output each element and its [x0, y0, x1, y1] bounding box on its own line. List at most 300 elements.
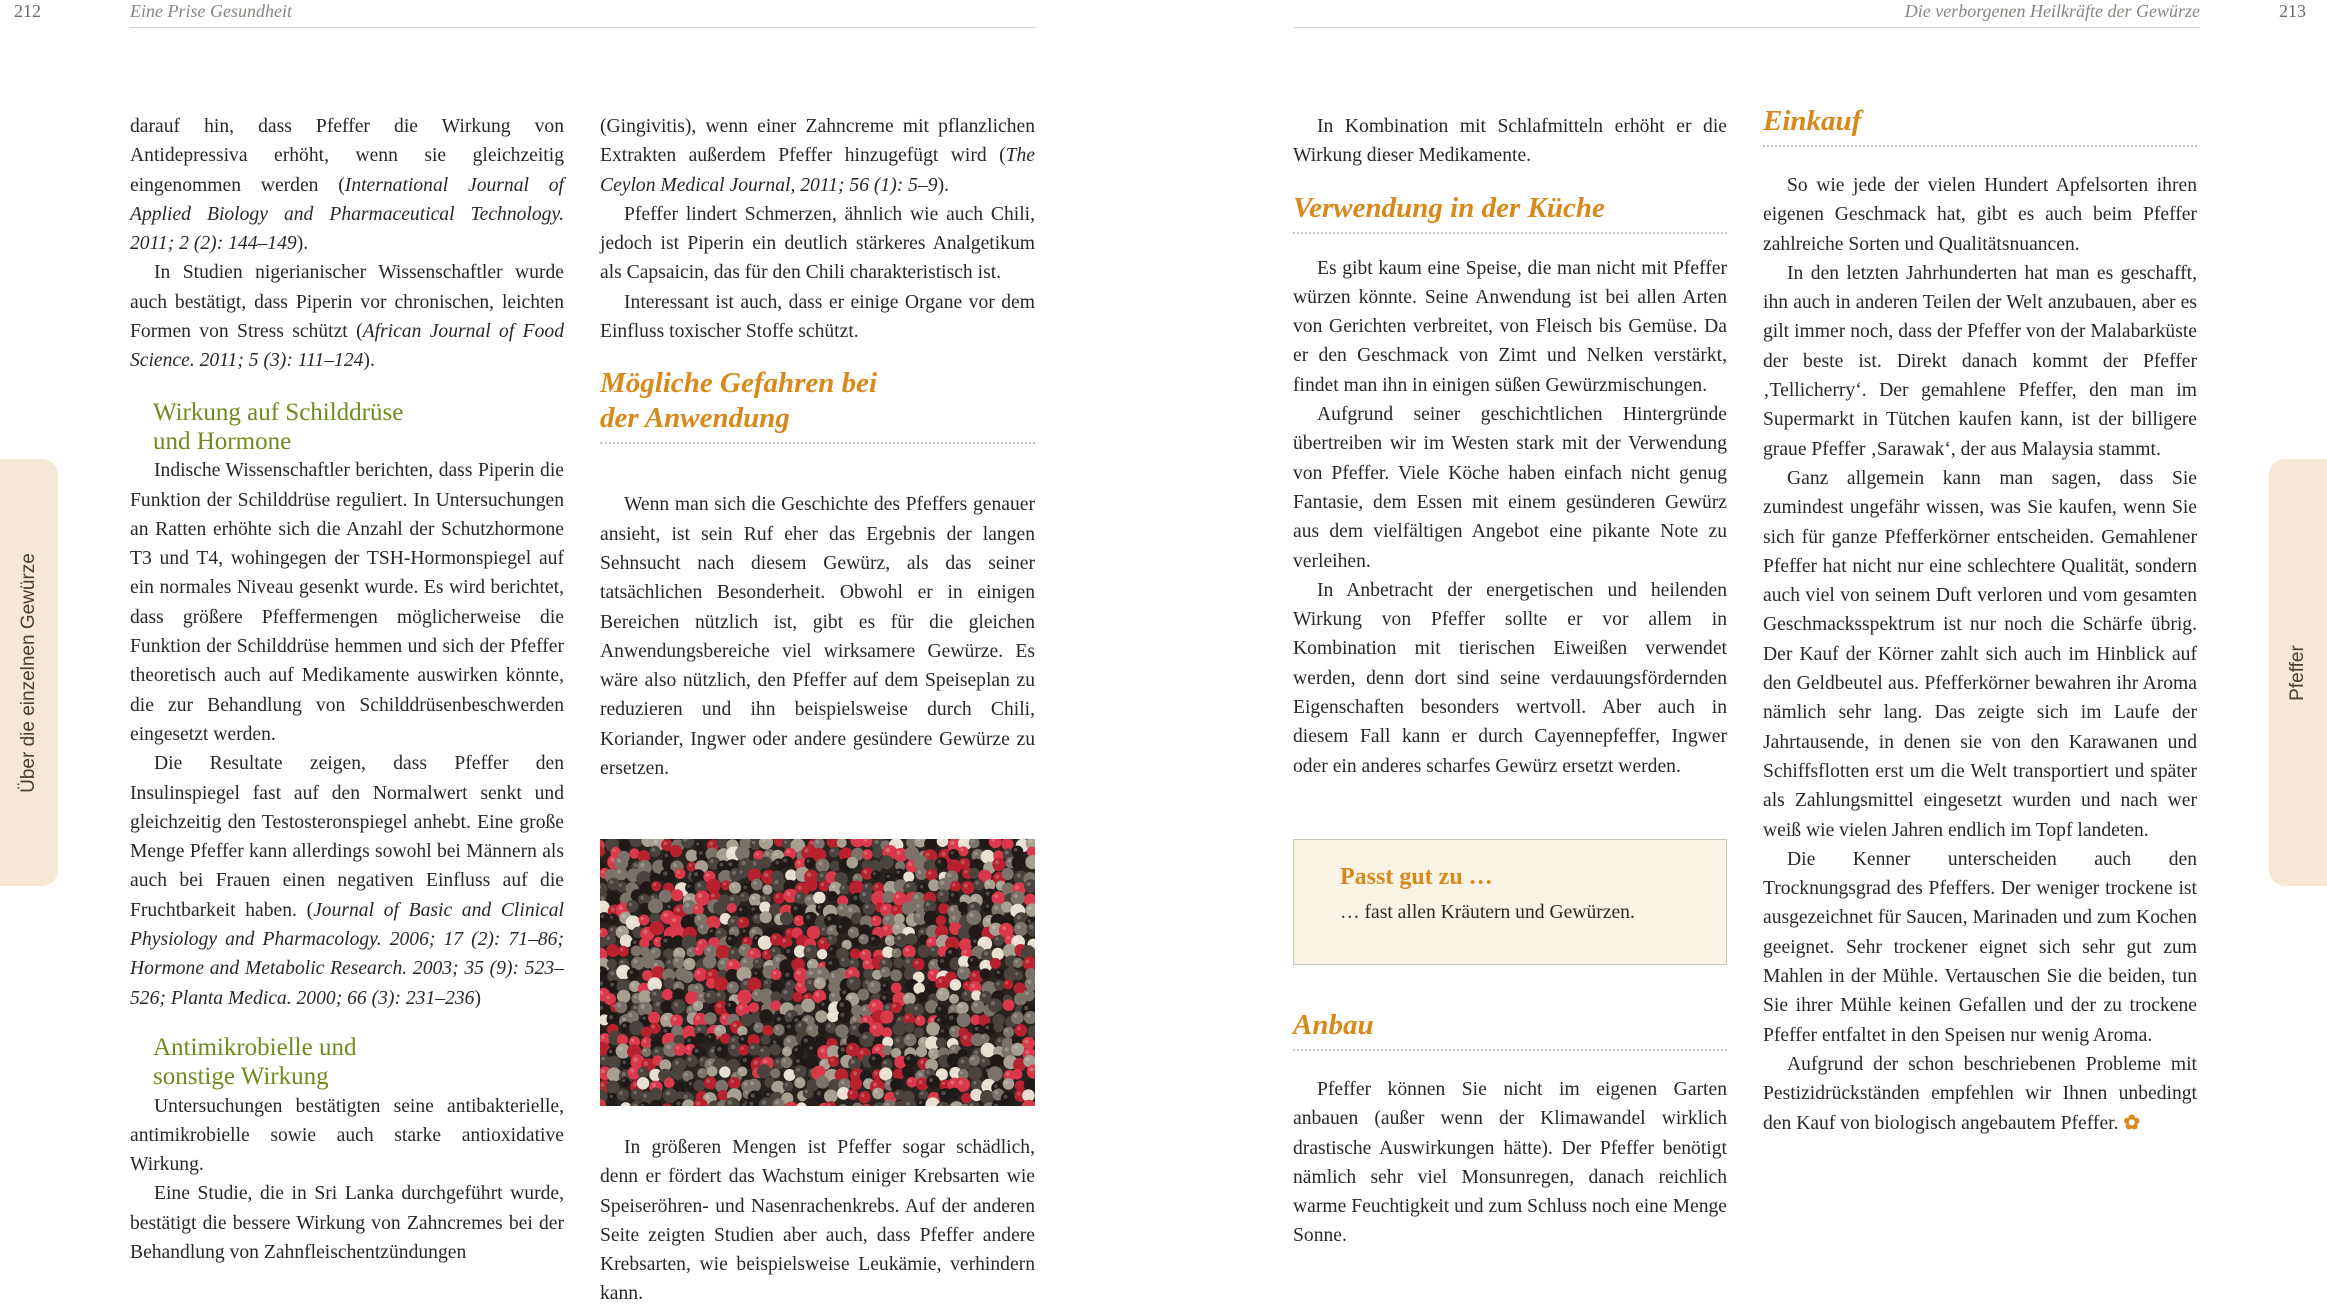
peppercorn-highlight: [764, 887, 767, 890]
peppercorn: [936, 1038, 947, 1049]
right-column-2: [1763, 104, 2197, 1138]
peppercorn: [1012, 856, 1026, 870]
peppercorn-highlight: [727, 1003, 731, 1007]
peppercorn-highlight: [829, 1013, 833, 1017]
peppercorn-highlight: [806, 947, 810, 951]
peppercorn-highlight: [761, 938, 765, 942]
peppercorn-highlight: [973, 1081, 976, 1084]
right-column-1: [1293, 112, 1727, 781]
peppercorn: [902, 902, 916, 916]
peppercorn-highlight: [752, 896, 756, 900]
peppercorn-highlight: [655, 1049, 659, 1053]
peppercorn: [936, 988, 949, 1001]
peppercorn-highlight: [998, 1039, 1001, 1042]
peppercorn-highlight: [873, 1082, 877, 1086]
peppercorn-highlight: [766, 852, 770, 856]
peppercorn-highlight: [634, 959, 638, 963]
peppercorn: [649, 1023, 660, 1034]
peppercorn-highlight: [842, 886, 845, 889]
peppercorn: [907, 1077, 918, 1088]
peppercorn-highlight: [883, 1061, 886, 1064]
peppercorn-highlight: [610, 983, 614, 987]
peppercorn-highlight: [906, 1102, 910, 1106]
peppercorn-highlight: [918, 1072, 922, 1076]
peppercorn: [804, 945, 818, 959]
peppercorn-highlight: [739, 908, 743, 912]
peppercorn-highlight: [782, 939, 786, 943]
peppercorn-highlight: [706, 1079, 710, 1083]
peppercorn-highlight: [952, 883, 955, 886]
peppercorn: [618, 946, 629, 957]
peppercorn-highlight: [895, 925, 899, 929]
peppercorn-highlight: [610, 971, 614, 975]
peppercorn-highlight: [975, 881, 978, 884]
peppercorn-highlight: [773, 936, 777, 940]
peppercorn-highlight: [808, 980, 812, 984]
peppercorn: [892, 948, 902, 958]
left-page: [0, 0, 1163, 1312]
peppercorn-highlight: [925, 852, 929, 856]
peppercorn-highlight: [623, 1061, 626, 1064]
peppercorn: [828, 1056, 839, 1067]
peppercorn-highlight: [785, 973, 789, 977]
peppercorn: [736, 905, 748, 917]
peppercorn-highlight: [717, 993, 721, 997]
peppercorn-highlight: [830, 1058, 833, 1061]
peppercorn-highlight: [1007, 936, 1011, 940]
peppercorn-highlight: [820, 873, 824, 877]
peppercorn: [726, 935, 737, 946]
peppercorn-highlight: [865, 1080, 868, 1083]
paragraph: Die Resultate zeigen, dass Pfeffer den Insulinspiegel fast auf den Normalwert senkt und gleichzeitig den Testosteronspiegel anhebt. Eine große Menge Pfeffer kann allerdings sowohl bei Männern als auch bei Frauen einen negativen Einfluss auf die Fruchtbarkeit haben. (Journal of Basic and Clinical Physiology and Pharmacology. 2006; 17 (2): 71–86; Hormone and Metabolic Research. 2003; 35 (9): 523–526; Planta Medica. 2000; 66 (3): 231–236): [130, 753, 564, 1009]
peppercorn-highlight: [619, 968, 623, 972]
peppercorn-highlight: [752, 929, 756, 933]
peppercorn: [608, 1093, 618, 1103]
peppercorn-highlight: [908, 862, 912, 866]
section-heading-antimicrobial: Antimikrobielle und sonstige Wirkung: [153, 1033, 357, 1091]
peppercorn-highlight: [709, 842, 713, 846]
peppercorn-highlight: [695, 1003, 698, 1006]
peppercorn: [1011, 891, 1025, 905]
peppercorn: [838, 1010, 851, 1023]
peppercorn-highlight: [821, 883, 824, 886]
peppercorn: [848, 927, 859, 938]
peppercorn-highlight: [951, 893, 955, 897]
peppercorn-highlight: [952, 916, 956, 920]
peppercorn: [839, 956, 850, 967]
peppercorn: [936, 915, 946, 925]
peppercorn-highlight: [743, 1058, 747, 1062]
peppercorn-highlight: [875, 840, 879, 844]
peppercorn: [671, 1067, 684, 1080]
peppercorn-highlight: [707, 948, 711, 952]
peppercorn-highlight: [633, 1058, 637, 1062]
peppercorn: [917, 992, 927, 1002]
peppercorn-highlight: [871, 1002, 876, 1007]
peppercorn-highlight: [729, 962, 733, 966]
peppercorn-highlight: [841, 958, 844, 961]
peppercorn: [981, 1043, 996, 1058]
peppercorn-highlight: [783, 990, 787, 994]
peppercorn-highlight: [994, 906, 998, 910]
peppercorn: [725, 1001, 737, 1013]
peppercorn-highlight: [931, 948, 934, 951]
peppercorn-highlight: [998, 883, 1001, 886]
peppercorn-highlight: [711, 1049, 715, 1053]
peppercorn-highlight: [818, 905, 821, 908]
peppercorn: [627, 968, 639, 980]
peppercorn-highlight: [776, 916, 780, 920]
peppercorn-highlight: [613, 849, 616, 852]
peppercorn-highlight: [821, 1002, 824, 1005]
peppercorn-highlight: [606, 996, 610, 1000]
peppercorn-highlight: [633, 1006, 637, 1010]
peppercorn-highlight: [853, 896, 857, 900]
peppercorn-highlight: [794, 1048, 798, 1052]
peppercorn-highlight: [919, 1101, 922, 1104]
peppercorn: [948, 849, 959, 860]
peppercorn: [773, 1024, 785, 1036]
peppercorn-highlight: [743, 981, 747, 985]
peppercorn-highlight: [610, 880, 614, 884]
peppercorn-highlight: [686, 960, 690, 964]
peppercorn-highlight: [689, 1007, 692, 1010]
peppercorn-highlight: [762, 1100, 766, 1104]
peppercorn-highlight: [655, 939, 658, 942]
peppercorn: [890, 970, 902, 982]
peppercorn: [848, 1057, 861, 1070]
peppercorn-highlight: [965, 983, 968, 986]
peppercorn: [904, 1034, 917, 1047]
peppercorn-highlight: [717, 1047, 721, 1051]
right-column-1-bottom: [1293, 1008, 1727, 1251]
peppercorn-highlight: [766, 1093, 770, 1097]
peppercorn-highlight: [827, 916, 831, 920]
peppercorn-highlight: [873, 918, 876, 921]
peppercorn: [827, 1010, 839, 1022]
peppercorn-highlight: [860, 1050, 864, 1054]
peppercorn-highlight: [601, 1069, 605, 1073]
peppercorn-highlight: [938, 1007, 942, 1011]
peppercorn-highlight: [707, 993, 711, 997]
peppercorn-highlight: [840, 1013, 844, 1017]
peppercorn: [949, 994, 959, 1004]
peppercorn-highlight: [631, 983, 634, 986]
peppercorn: [663, 948, 674, 959]
peppercorn: [738, 868, 748, 878]
paragraph: Wenn man sich die Geschichte des Pfeffers genauer ansieht, ist sein Ruf eher das Ergebnis der langen Sehnsucht nach diesem Gewürz, als das seiner tatsächlichen Besonderheit. Obwohl er in einigen Bereichen nützlich ist, gibt es für die gleichen Anwendungsbereiche viel wirksamere Gewürze. Es wäre also nützlich, den Pfeffer auf dem Speiseplan zu reduzieren und ihn beispielsweise durch Chili, Koriander, Ingwer oder andere gesündere Gewürze zu ersetzen.: [600, 494, 1035, 780]
peppercorn: [918, 945, 931, 958]
peppercorn-highlight: [873, 872, 876, 875]
peppercorn: [880, 855, 894, 869]
peppercorn-highlight: [654, 963, 658, 967]
peppercorn: [903, 872, 914, 883]
peppercorn-highlight: [822, 928, 825, 931]
peppercorn-highlight: [1005, 1081, 1008, 1084]
peppercorn-highlight: [622, 1017, 626, 1021]
peppercorn: [994, 980, 1005, 991]
peppercorn-highlight: [641, 896, 644, 899]
peppercorn: [816, 859, 830, 873]
peppercorn: [956, 1002, 968, 1014]
peppercorn-highlight: [621, 960, 624, 963]
section-heading-cultivation: Anbau: [1293, 1008, 1727, 1051]
peppercorn: [881, 981, 892, 992]
peppercorn: [816, 1076, 829, 1089]
peppercorn-highlight: [619, 1091, 623, 1095]
peppercorn: [792, 1045, 804, 1057]
peppercorn-highlight: [743, 959, 747, 963]
peppercorn-highlight: [611, 907, 615, 911]
peppercorn-highlight: [886, 848, 890, 852]
peppercorn: [606, 944, 619, 957]
peppercorn-highlight: [633, 1091, 637, 1095]
peppercorn-highlight: [928, 871, 932, 875]
peppercorn: [938, 956, 951, 969]
peppercorn: [1014, 1024, 1027, 1037]
peppercorn-highlight: [805, 1090, 808, 1093]
peppercorn: [714, 977, 728, 991]
paragraph: darauf hin, dass Pfeffer die Wirkung von Antidepressiva erhöht, wenn sie gleichzeitig eingenommen werden (International Journal of Applied Biology and Pharmaceutical Technology. 2011; 2 (2): 144–149).: [130, 116, 564, 255]
peppercorn-highlight: [853, 1071, 857, 1075]
peppercorn: [801, 999, 815, 1013]
peppercorn-highlight: [754, 936, 757, 939]
running-head-right: Die verborgenen Heilkräfte der Gewürze: [1294, 0, 2200, 28]
peppercorn-highlight: [751, 1093, 755, 1097]
peppercorn: [706, 1033, 716, 1043]
peppercorn: [739, 892, 749, 902]
peppercorn: [703, 955, 717, 969]
peppercorn: [807, 926, 821, 940]
peppercorn: [737, 1067, 747, 1077]
peppercorn-highlight: [853, 1017, 857, 1021]
peppercorn: [968, 956, 979, 967]
peppercorn-highlight: [741, 1037, 744, 1040]
peppercorn: [923, 900, 936, 913]
peppercorn-highlight: [851, 960, 854, 963]
side-tab-left: [0, 459, 58, 886]
peppercorn-highlight: [863, 1035, 868, 1040]
peppercorn-highlight: [982, 962, 986, 966]
peppercorn: [662, 989, 673, 1000]
peppercorn-highlight: [874, 1071, 877, 1074]
peppercorn-highlight: [708, 1035, 711, 1038]
peppercorn: [794, 915, 805, 926]
peppercorn: [671, 889, 683, 901]
peppercorn-highlight: [996, 982, 999, 985]
peppercorn-highlight: [755, 960, 758, 963]
peppercorn: [1011, 1043, 1024, 1056]
peppercorn-highlight: [743, 886, 747, 890]
peppercorn-highlight: [706, 1095, 710, 1099]
peppercorn-highlight: [844, 942, 847, 945]
peppercorn-highlight: [884, 927, 888, 931]
peppercorn-highlight: [633, 1082, 637, 1086]
peppercorn: [892, 1023, 905, 1036]
peppercorn-highlight: [915, 961, 919, 965]
peppercorn-highlight: [601, 915, 604, 918]
peppercorn: [714, 1044, 728, 1058]
peppercorn: [671, 999, 685, 1013]
peppercorn-highlight: [764, 873, 768, 877]
peppercorn: [869, 935, 881, 947]
peppercorn: [686, 1055, 698, 1067]
peppercorn-highlight: [832, 884, 836, 888]
peppercorn-highlight: [885, 917, 889, 921]
peppercorn-highlight: [971, 1057, 974, 1060]
peppercorn-highlight: [1005, 981, 1008, 984]
peppercorn: [673, 956, 685, 968]
peppercorn-highlight: [992, 925, 996, 929]
peppercorn-highlight: [994, 1084, 998, 1088]
peppercorn: [649, 846, 660, 857]
peppercorn-highlight: [941, 852, 945, 856]
peppercorn-highlight: [882, 1070, 886, 1074]
peppercorn-highlight: [653, 883, 656, 886]
peppercorn-highlight: [798, 885, 802, 889]
peppercorn-highlight: [848, 907, 853, 912]
peppercorn: [781, 856, 793, 868]
peppercorn-highlight: [754, 916, 757, 919]
peppercorn-highlight: [687, 1039, 691, 1043]
peppercorn-highlight: [982, 994, 986, 998]
peppercorn-highlight: [920, 1060, 924, 1064]
peppercorn-highlight: [807, 897, 811, 901]
peppercorn-highlight: [796, 1059, 800, 1063]
peppercorn: [607, 1068, 621, 1082]
peppercorn: [937, 889, 950, 902]
peppercorn-highlight: [663, 871, 668, 876]
peppercorn-highlight: [652, 848, 655, 851]
peppercorn-highlight: [663, 1016, 668, 1021]
peppercorn-highlight: [831, 993, 835, 997]
peppercorn-highlight: [643, 1094, 647, 1098]
paragraph: In Studien nigerianischer Wissenschaftler wurde auch bestätigt, dass Piperin vor chronischen, leichten Formen von Stress schützt (African Journal of Food Science. 2011; 5 (3): 111–124).: [130, 262, 564, 372]
peppercorn-highlight: [656, 1002, 660, 1006]
peppercorn-highlight: [697, 883, 701, 887]
peppercorn-highlight: [897, 936, 901, 940]
peppercorn-highlight: [896, 1092, 899, 1095]
peppercorn-highlight: [930, 1018, 934, 1022]
peppercorn: [904, 1022, 915, 1033]
peppercorn-highlight: [971, 984, 975, 988]
peppercorn-highlight: [740, 1047, 743, 1050]
peppercorn: [607, 959, 617, 969]
paragraph: Ganz allgemein kann man sagen, dass Sie zumindest ungefähr wissen, was Sie kaufen, wenn Sie sich für ganze Pfefferkörner entscheiden. Gemahlener Pfeffer hat nicht nur eine schlechtere Qualität, sondern auch viel von seinem Duft verloren und vom gesamten Geschmacksspektrum ist nur noch die Schärfe übrig. Der Kauf der Körner zahlt sich auch im Hinblick auf den Geldbeutel aus. Pfefferkörner bewahren ihr Aroma nämlich sehr lang. Das zeigte sich im Laufe der Jahrtausende, in denen sie von den Karawanen und Schiffsflotten erst um die Welt transportiert und später als Zahlungsmittel eingesetzt wurden und nach wer weiß wie vielen Jahren endlich im Topf landeten.: [1763, 467, 2197, 841]
peppercorn-highlight: [672, 918, 676, 922]
peppercorn: [704, 1012, 716, 1024]
peppercorn-highlight: [1015, 972, 1018, 975]
peppercorn-highlight: [628, 1013, 632, 1017]
peppercorn-highlight: [893, 907, 897, 911]
peppercorn: [903, 945, 916, 958]
peppercorn-highlight: [972, 897, 976, 901]
peppercorn: [626, 900, 638, 912]
peppercorn: [882, 1045, 892, 1055]
paragraph: (Gingivitis), wenn einer Zahncreme mit pflanzlichen Extrakten außerdem Pfeffer hinzugefügt wird (The Ceylon Medical Journal, 2011; 56 (1): 5–9).: [600, 116, 1035, 196]
peppercorn: [926, 869, 938, 881]
peppercorn-highlight: [773, 1040, 777, 1044]
peppercorn-highlight: [940, 959, 944, 963]
peppercorn-highlight: [971, 840, 974, 843]
peppercorn-highlight: [995, 875, 999, 879]
peppercorn: [850, 1078, 862, 1090]
peppercorn-highlight: [1029, 925, 1033, 929]
peppercorn-highlight: [1014, 848, 1018, 852]
peppercorn-highlight: [1017, 925, 1021, 929]
peppercorn-highlight: [676, 950, 680, 954]
peppercorn: [880, 1010, 894, 1024]
peppercorn-highlight: [948, 873, 952, 877]
peppercorn: [926, 1022, 940, 1036]
peppercorn-highlight: [920, 1039, 924, 1043]
peppercorn-highlight: [893, 1004, 896, 1007]
peppercorn-highlight: [882, 960, 886, 964]
peppercorn: [641, 1047, 651, 1057]
peppercorn: [683, 958, 695, 970]
peppercorn-highlight: [617, 870, 621, 874]
peppercorn-highlight: [986, 904, 989, 907]
peppercorn: [616, 882, 627, 893]
peppercorn: [846, 857, 858, 869]
peppercorn-highlight: [733, 1074, 736, 1077]
peppercorn-highlight: [862, 1007, 866, 1011]
peppercorn: [819, 881, 830, 892]
peppercorn: [935, 857, 947, 869]
peppercorn-highlight: [787, 1025, 791, 1029]
peppercorns-image: [600, 839, 1035, 1106]
peppercorn: [771, 969, 782, 980]
peppercorn: [935, 1005, 947, 1017]
peppercorn-highlight: [676, 1046, 680, 1050]
peppercorn: [869, 1053, 883, 1067]
peppercorn: [1012, 846, 1024, 858]
peppercorn-highlight: [816, 980, 820, 984]
peppercorn-highlight: [642, 1017, 645, 1020]
peppercorn-highlight: [817, 970, 821, 974]
peppercorn-highlight: [960, 1059, 964, 1063]
peppercorn-highlight: [840, 1002, 845, 1007]
peppercorn-highlight: [797, 861, 801, 865]
peppercorn-highlight: [806, 915, 810, 919]
peppercorn: [862, 849, 873, 860]
peppercorn-highlight: [1002, 926, 1006, 930]
peppercorn-highlight: [982, 1036, 985, 1039]
peppercorn-highlight: [634, 995, 637, 998]
peppercorn: [969, 1055, 980, 1066]
peppercorn: [926, 1075, 940, 1089]
peppercorn-highlight: [651, 896, 654, 899]
peppercorn-highlight: [785, 1083, 788, 1086]
peppercorn: [992, 858, 1005, 871]
tip-box: [1293, 839, 1727, 965]
peppercorn: [858, 1091, 870, 1103]
peppercorn: [720, 1033, 731, 1044]
peppercorn-highlight: [887, 875, 890, 878]
peppercorn-highlight: [755, 1025, 758, 1028]
peppercorn-highlight: [909, 1079, 912, 1082]
peppercorn-highlight: [1025, 1050, 1029, 1054]
peppercorn-highlight: [864, 870, 868, 874]
peppercorn-highlight: [631, 1039, 634, 1042]
peppercorn-highlight: [973, 939, 977, 943]
peppercorn-highlight: [1006, 1072, 1010, 1076]
peppercorn: [979, 1034, 989, 1044]
peppercorn-highlight: [708, 972, 712, 976]
peppercorn-highlight: [816, 894, 820, 898]
peppercorn-highlight: [819, 861, 823, 865]
peppercorn: [650, 921, 665, 936]
